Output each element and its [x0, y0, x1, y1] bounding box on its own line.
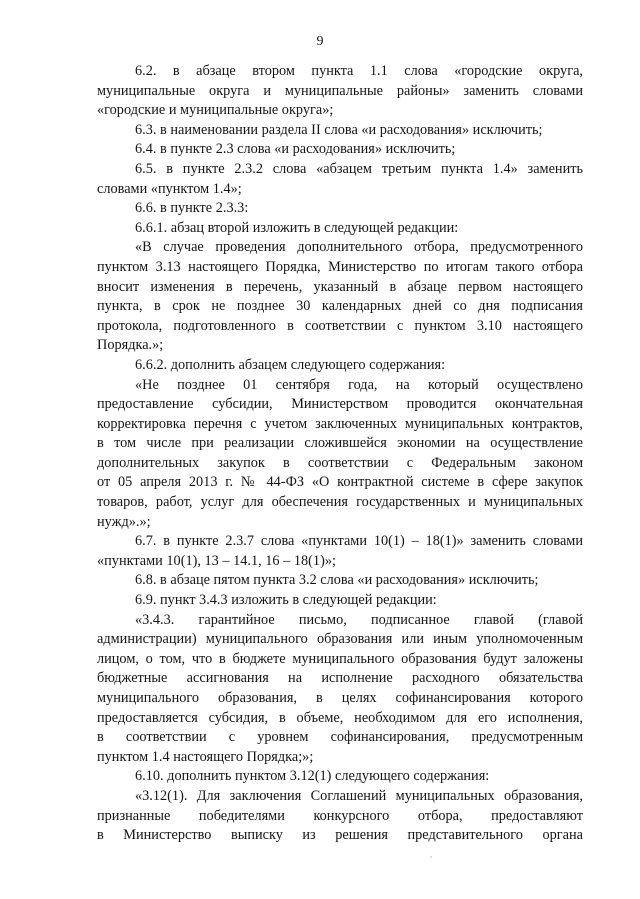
text-line: от 05 апреля 2013 г. № 44-ФЗ «О контрактной системе в сфере закупок — [97, 474, 583, 491]
text-line: «3.4.3. гарантийное письмо, подписанное главой (главой — [135, 611, 583, 628]
text-line: предоставление субсидии, Министерством проводится окончательная — [97, 396, 583, 413]
text-line: предоставляется субсидия, в объеме, необходимом для его исполнения, — [97, 709, 583, 726]
text-line: лицом, о том, что в бюджете муниципального образования будут заложены — [97, 650, 583, 667]
text-line: пунктом 3.13 настоящего Порядка, Министерство по итогам такого отбора — [97, 258, 583, 275]
text-line: в том числе при реализации сложившейся экономии на осуществление — [97, 435, 583, 452]
text-line: в Министерство выписку из решения представительного органа — [97, 827, 583, 844]
text-line: 6.3. в наименовании раздела II слова «и расходования» исключить; — [135, 121, 543, 138]
text-line: 6.6. в пункте 2.3.3: — [135, 200, 249, 217]
document-body — [97, 62, 583, 846]
text-line: Порядка.»; — [97, 337, 164, 354]
text-line: бюджетные ассигнования на исполнение расходного обязательства — [97, 670, 583, 687]
text-line: 6.7. в пункте 2.3.7 слова «пунктами 10(1) – 18(1)» заменить словами — [135, 533, 583, 550]
text-line: вносит изменения в перечень, указанный в абзаце первом настоящего — [97, 278, 583, 295]
text-line: нужд».»; — [97, 513, 151, 530]
text-line: муниципальные округа и муниципальные районы» заменить словами — [97, 82, 583, 99]
text-line: 6.4. в пункте 2.3 слова «и расходования» исключить; — [135, 141, 456, 158]
text-line: «3.12(1). Для заключения Соглашений муниципальных образования, — [135, 787, 583, 804]
text-line: в соответствии с уровнем софинансирования, предусмотренным — [97, 729, 583, 746]
text-line: 6.6.2. дополнить абзацем следующего содержания: — [135, 356, 446, 373]
text-line: 6.10. дополнить пунктом 3.12(1) следующего содержания: — [135, 768, 490, 785]
text-line: «Не позднее 01 сентября года, на который осуществлено — [135, 376, 583, 393]
text-line: протокола, подготовленного в соответствии с пунктом 3.10 настоящего — [97, 317, 583, 334]
text-line: корректировка перечня с учетом заключенных муниципальных контрактов, — [97, 415, 583, 432]
text-line: 6.5. в пункте 2.3.2 слова «абзацем третьим пункта 1.4» заменить — [135, 160, 583, 177]
scan-speck — [430, 856, 432, 858]
page-number: 9 — [316, 34, 324, 49]
text-line: словами «пунктом 1.4»; — [97, 180, 242, 197]
text-line: 6.8. в абзаце пятом пункта 3.2 слова «и расходования» исключить; — [135, 572, 539, 589]
text-line: муниципального образования, в целях софинансирования которого — [97, 690, 583, 706]
text-line: «пунктами 10(1), 13 – 14.1, 16 – 18(1)»; — [97, 552, 336, 569]
text-line: администрации) муниципального образования или иным уполномоченным — [97, 631, 583, 648]
text-line: дополнительных закупок в соответствии с Федеральным законом — [97, 454, 583, 471]
text-line: признанные победителями конкурсного отбора, предоставляют — [97, 807, 583, 824]
text-line: пунктом 1.4 настоящего Порядка;»; — [97, 748, 314, 765]
text-line: 6.9. пункт 3.4.3 изложить в следующей редакции: — [135, 592, 437, 609]
text-line: 6.6.1. абзац второй изложить в следующей редакции: — [135, 219, 459, 236]
text-line: 6.2. в абзаце втором пункта 1.1 слова «городские округа, — [135, 63, 583, 79]
text-line: «В случае проведения дополнительного отбора, предусмотренного — [135, 239, 583, 256]
text-line: пункта, в срок не позднее 30 календарных дней со дня подписания — [97, 298, 583, 315]
text-line: «городские и муниципальные округа»; — [97, 102, 334, 119]
text-line: товаров, работ, услуг для обеспечения государственных и муниципальных — [97, 494, 583, 511]
